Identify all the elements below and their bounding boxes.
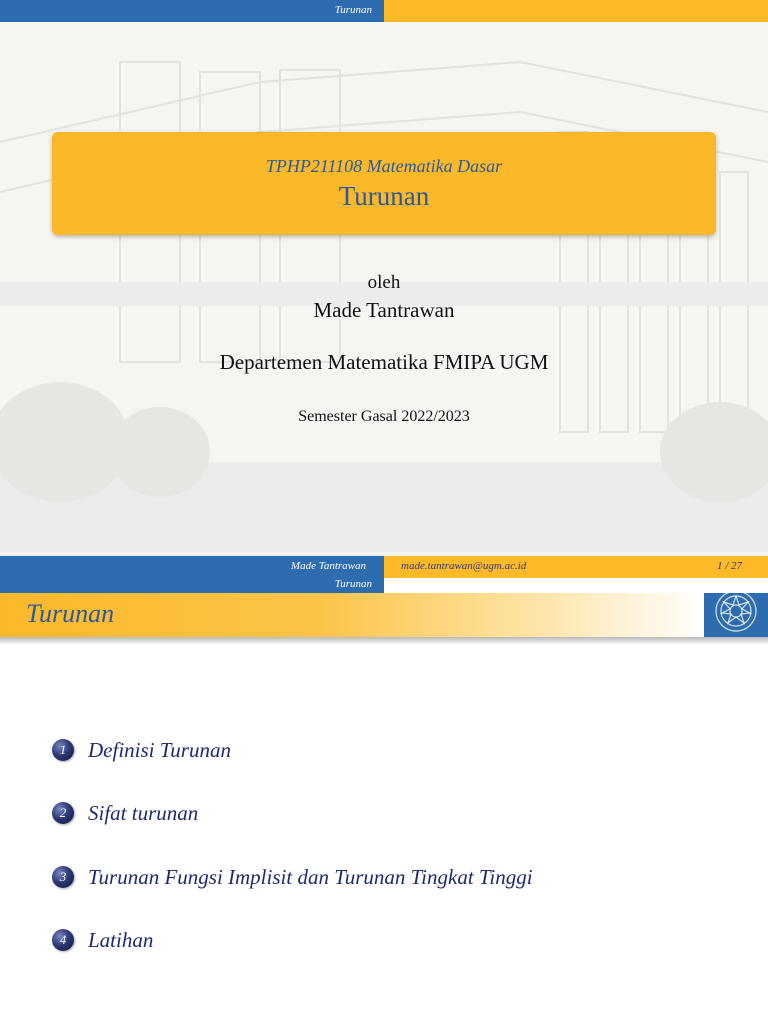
footer-bar (0, 556, 768, 578)
outline-slide (0, 593, 768, 1024)
toc-number-ball: 4 (52, 929, 74, 951)
author-name: Made Tantrawan (313, 298, 455, 322)
footer-left (0, 556, 384, 578)
footer-author: Made Tantrawan (290, 560, 366, 572)
page-number: 1 / 27 (716, 560, 742, 572)
header-label: Turunan (334, 4, 372, 16)
toc-number-ball: 2 (52, 802, 74, 824)
ugm-seal-icon (712, 593, 760, 635)
footer-right (384, 556, 768, 578)
footer-strip-left (0, 578, 384, 593)
toc-number-ball: 1 (52, 739, 74, 761)
semester: Semester Gasal 2022/2023 (298, 408, 470, 425)
course-code: TPHP211108 Matematika Dasar (265, 156, 503, 176)
toc-item[interactable] (52, 798, 692, 828)
frame-title-shadow (0, 637, 768, 645)
toc-item[interactable] (52, 862, 692, 892)
frame-title-bar (0, 593, 704, 637)
toc-item[interactable] (52, 735, 692, 765)
toc-label: Sifat turunan (88, 800, 199, 825)
by-label: oleh (367, 272, 401, 293)
toc-label: Latihan (88, 927, 154, 952)
department: Departemen Matematika FMIPA UGM (219, 350, 549, 374)
title-box (52, 132, 716, 235)
footer-strip (0, 578, 768, 593)
logo-box (704, 593, 768, 637)
frame-title: Turunan (26, 599, 115, 628)
footer-strip-right (384, 578, 768, 593)
footer-email: made.tantrawan@ugm.ac.id (401, 560, 527, 572)
slide-title: Turunan (338, 181, 430, 211)
footer-short-title: Turunan (334, 578, 372, 590)
header-bar-right (384, 0, 768, 22)
toc-item[interactable] (52, 925, 692, 955)
toc-label: Turunan Fungsi Implisit dan Turunan Tingkat Tinggi (88, 864, 533, 889)
header-bar-left (0, 0, 384, 22)
toc-number-ball: 3 (52, 866, 74, 888)
toc-label: Definisi Turunan (88, 737, 231, 762)
header-bar (0, 0, 768, 22)
